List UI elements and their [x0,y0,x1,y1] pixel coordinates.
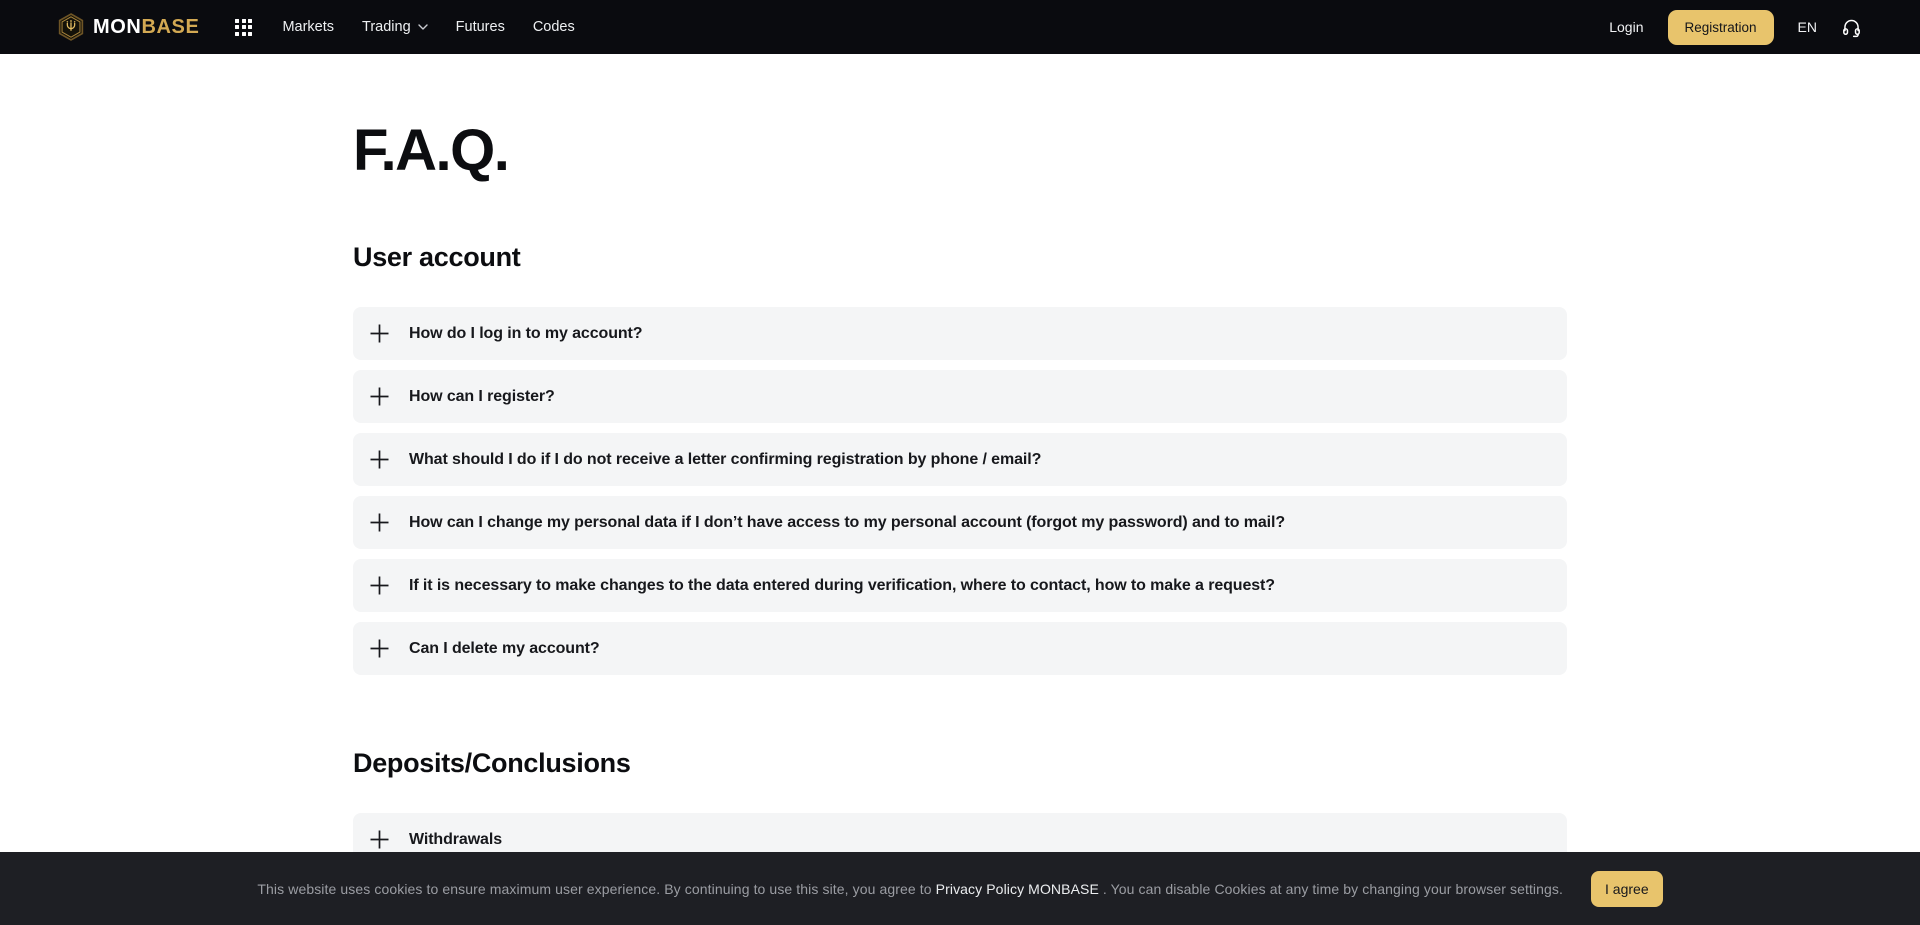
faq-question-label: How can I register? [409,387,555,405]
faq-question-row[interactable] [353,370,1567,423]
faq-section [353,242,1567,675]
faq-question-label: How can I change my personal data if I don’t have access to my personal account (forgot my password) and to mail? [409,513,1286,531]
faq-question-label: If it is necessary to make changes to the data entered during verification, where to contact, how to make a request? [409,576,1275,594]
plus-icon [369,512,390,533]
navbar-left [58,13,575,41]
brand-hexagon-icon [58,13,84,41]
brand-logo[interactable] [58,13,199,41]
nav-item-codes[interactable]: Codes [532,19,575,35]
chevron-down-icon [418,24,428,30]
nav-item-futures[interactable]: Futures [455,19,505,35]
login-link[interactable]: Login [1609,19,1644,35]
faq-question-label: What should I do if I do not receive a letter confirming registration by phone / email? [409,450,1042,468]
faq-question-row[interactable] [353,622,1567,675]
faq-question-row[interactable] [353,307,1567,360]
question-list [353,307,1567,675]
faq-page [353,118,1567,866]
section-heading: User account [353,242,521,272]
faq-question-label: Can I delete my account? [409,639,600,657]
support-button[interactable] [1841,17,1862,38]
brand-name-accent: BASE [141,15,200,38]
plus-icon [369,449,390,470]
faq-question-label: Withdrawals [409,830,502,848]
cookie-banner [0,852,1920,925]
plus-icon [369,638,390,659]
plus-icon [369,323,390,344]
cookie-agree-button[interactable]: I agree [1591,871,1663,907]
nav-item-trading[interactable]: Trading [362,19,428,35]
faq-question-row[interactable] [353,433,1567,486]
faq-section [353,748,1567,866]
faq-question-row[interactable] [353,559,1567,612]
main-navigation [282,19,574,35]
headset-icon [1841,17,1862,38]
plus-icon [369,575,390,596]
cookie-text-before: This website uses cookies to ensure maximum user experience. By continuing to use this site, you agree to [257,880,936,897]
faq-sections [353,242,1567,866]
page-title: F.A.Q. [353,118,509,183]
privacy-policy-link[interactable]: Privacy Policy MONBASE [935,880,1099,897]
apps-grid-icon [235,19,252,36]
cookie-text-after: . You can disable Cookies at any time by changing your browser settings. [1098,880,1564,897]
plus-icon [369,386,390,407]
navbar-right [1609,10,1862,45]
navbar [0,0,1920,54]
registration-button[interactable]: Registration [1668,10,1774,45]
plus-icon [369,829,390,850]
faq-question-label: How do I log in to my account? [409,324,643,342]
section-heading: Deposits/Conclusions [353,748,631,778]
faq-question-row[interactable] [353,496,1567,549]
brand-name: MONBASE [93,15,200,38]
language-selector[interactable]: EN [1797,19,1817,35]
nav-item-markets[interactable]: Markets [282,19,335,35]
cookie-message [257,881,1563,897]
apps-grid-button[interactable] [231,15,256,40]
